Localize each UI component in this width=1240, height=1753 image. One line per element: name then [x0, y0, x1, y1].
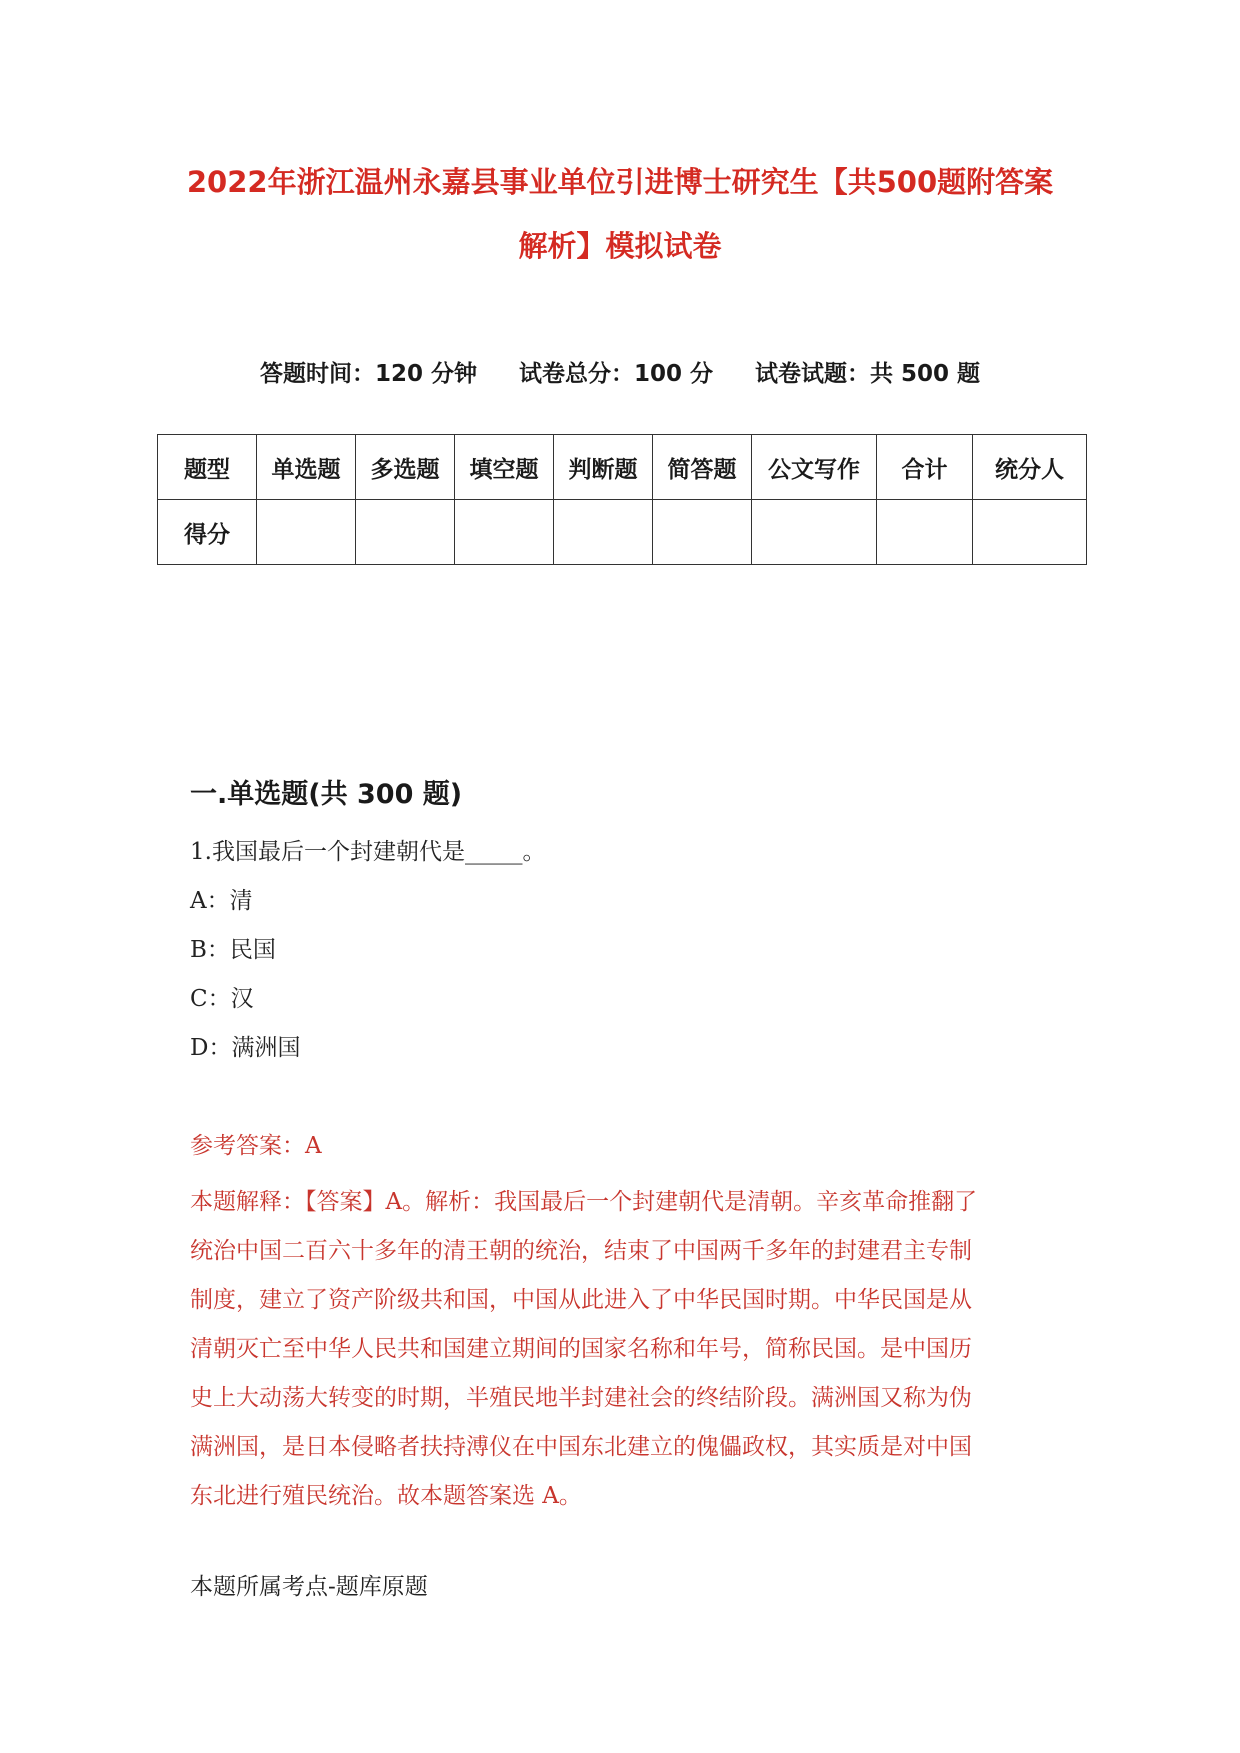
option-b: B：民国	[190, 937, 276, 963]
score-cell	[752, 500, 877, 565]
explanation-line: 清朝灭亡至中华人民共和国建立期间的国家名称和年号，简称民国。是中国历	[190, 1336, 972, 1362]
explanation-line: 史上大动荡大转变的时期，半殖民地半封建社会的终结阶段。满洲国又称为伪	[190, 1385, 972, 1411]
option-c: C：汉	[190, 986, 254, 1012]
header-cell-scorer: 统分人	[973, 435, 1087, 500]
exam-total-score: 试卷总分：100 分	[518, 361, 714, 387]
score-row-label: 得分	[158, 500, 257, 565]
exam-info	[0, 357, 1240, 391]
header-cell-single-choice: 单选题	[257, 435, 356, 500]
header-cell-short-answer: 简答题	[653, 435, 752, 500]
header-cell-multiple-choice: 多选题	[356, 435, 455, 500]
score-cell	[455, 500, 554, 565]
question-stem: 1.我国最后一个封建朝代是_____。	[190, 839, 546, 865]
score-table-header-row	[158, 435, 1087, 500]
explanation-line: 东北进行殖民统治。故本题答案选 A。	[190, 1483, 582, 1509]
exam-title-line1: 2022年浙江温州永嘉县事业单位引进博士研究生【共500题附答案	[186, 165, 1054, 199]
option-a: A：清	[190, 888, 253, 914]
explanation-line: 本题解释：【答案】A。解析：我国最后一个封建朝代是清朝。辛亥革命推翻了	[190, 1189, 978, 1215]
explanation-line: 制度，建立了资产阶级共和国，中国从此进入了中华民国时期。中华民国是从	[190, 1287, 972, 1313]
exam-title-line2: 解析】模拟试卷	[518, 229, 722, 263]
score-table-score-row	[158, 500, 1087, 565]
header-cell-official-writing: 公文写作	[752, 435, 877, 500]
score-cell	[356, 500, 455, 565]
header-cell-type: 题型	[158, 435, 257, 500]
answer-explanation	[190, 1178, 1050, 1521]
score-cell	[877, 500, 973, 565]
score-cell	[973, 500, 1087, 565]
score-cell	[257, 500, 356, 565]
explanation-line: 统治中国二百六十多年的清王朝的统治，结束了中国两千多年的封建君主专制	[190, 1238, 972, 1264]
exam-question-count: 试卷试题：共 500 题	[755, 361, 981, 387]
explanation-line: 满洲国，是日本侵略者扶持溥仪在中国东北建立的傀儡政权，其实质是对中国	[190, 1434, 972, 1460]
option-d: D：满洲国	[190, 1035, 301, 1061]
score-cell	[554, 500, 653, 565]
question-topic: 本题所属考点-题库原题	[190, 1574, 428, 1600]
header-cell-fill-blank: 填空题	[455, 435, 554, 500]
exam-time: 答题时间：120 分钟	[259, 361, 477, 387]
score-table	[157, 434, 1087, 565]
header-cell-true-false: 判断题	[554, 435, 653, 500]
section-heading: 一.单选题(共 300 题)	[190, 779, 463, 810]
header-cell-total: 合计	[877, 435, 973, 500]
score-cell	[653, 500, 752, 565]
reference-answer: 参考答案：A	[190, 1133, 322, 1159]
